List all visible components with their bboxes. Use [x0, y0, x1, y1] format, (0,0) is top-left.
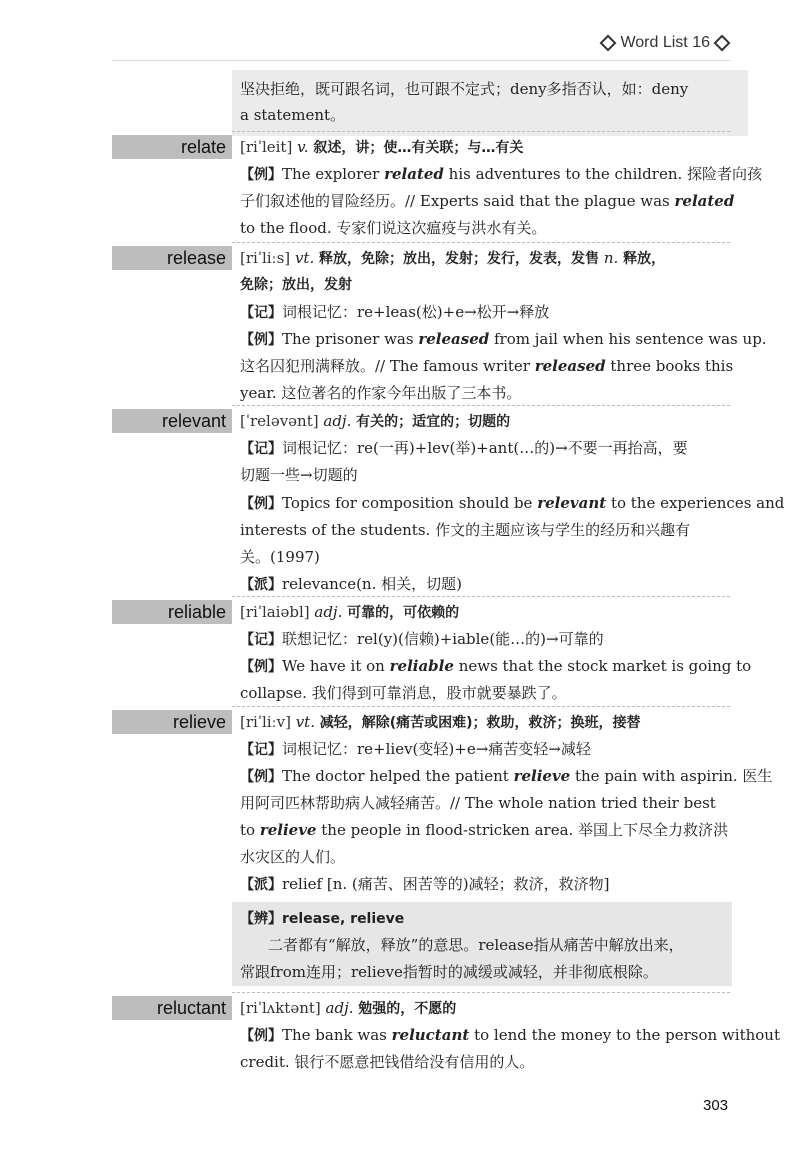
pronunciation: [riˈlaiəbl] — [240, 603, 310, 621]
distinguish-tag: 【辨】 — [240, 911, 282, 927]
entry-release-definition-2 — [240, 272, 730, 297]
pronunciation: [riˈliːs] — [240, 249, 291, 267]
divider — [232, 131, 730, 132]
example-keyword: related — [384, 165, 444, 183]
pronunciation: [riˈlʌktənt] — [240, 999, 321, 1017]
diamond-left-icon — [600, 35, 617, 52]
distinguish-title-line — [240, 906, 724, 931]
word-list-title: Word List 16 — [620, 34, 710, 51]
example-tag: 【例】 — [240, 659, 282, 675]
header-rule — [112, 60, 730, 61]
entry-release-definition — [240, 246, 730, 271]
senses: 可靠的，可依赖的 — [347, 605, 460, 621]
entry-reliable-example-2: collapse. 我们得到可靠消息，股市就要暴跌了。 — [240, 684, 567, 702]
headword-release: release — [112, 246, 232, 270]
continuation-line-1: 坚决拒绝，既可跟名词，也可跟不定式；deny多指否认，如：deny — [240, 80, 689, 98]
entry-reliable-example-1 — [240, 654, 752, 679]
diamond-right-icon — [714, 35, 731, 52]
senses: 释放， — [623, 251, 666, 267]
header-title-group — [602, 34, 728, 52]
entry-relevant-example-3: 关。(1997) — [240, 548, 320, 566]
example-text: 子们叙述他的冒险经历。// Experts said that the plague was — [240, 192, 675, 210]
example-text: The prisoner was — [282, 330, 419, 348]
part-of-speech: vt. — [295, 713, 315, 731]
memory-text: 词根记忆：re(一再)+lev(举)+ant(…的)→不要一再抬高，要 — [282, 439, 688, 457]
example-text: The bank was — [282, 1026, 392, 1044]
example-keyword: reluctant — [391, 1026, 470, 1044]
memory-text: 词根记忆：re+leas(松)+e→松开→释放 — [282, 303, 550, 321]
entry-release-example-3: year. 这位著名的作家今年出版了三本书。 — [240, 384, 522, 402]
derivative-text: relief [n. (痛苦、困苦等的)减轻；救济，救济物] — [282, 875, 610, 893]
continuation-line-2: a statement。 — [240, 106, 346, 124]
headword-relevant: relevant — [112, 409, 232, 433]
example-keyword: relieve — [259, 821, 317, 839]
pronunciation: [riˈliːv] — [240, 713, 291, 731]
example-tag: 【例】 — [240, 1028, 282, 1044]
derivative-tag: 【派】 — [240, 577, 282, 593]
example-text: to the experiences and — [606, 494, 785, 512]
divider — [232, 405, 730, 406]
headword-reluctant: reluctant — [112, 996, 232, 1020]
senses: 勉强的，不愿的 — [358, 1001, 457, 1017]
entry-reluctant-example-2: credit. 银行不愿意把钱借给没有信用的人。 — [240, 1053, 535, 1071]
entry-relevant-memory-2: 切题一些→切题的 — [240, 466, 358, 484]
part-of-speech: n. — [603, 249, 619, 267]
memory-text: 词根记忆：re+liev(变轻)+e→痛苦变轻→减轻 — [282, 740, 591, 758]
entry-relieve-example-2: 用阿司匹林帮助病人减轻痛苦。// The whole nation tried their best — [240, 794, 716, 812]
example-text: three books this — [605, 357, 734, 375]
entry-relieve-example-3 — [240, 818, 730, 842]
example-keyword: released — [534, 357, 606, 375]
memory-tag: 【记】 — [240, 441, 282, 457]
memory-tag: 【记】 — [240, 305, 282, 321]
entry-relevant-derivative — [240, 572, 730, 597]
example-text: The doctor helped the patient — [282, 767, 514, 785]
senses: 免除；放出，发射 — [240, 277, 352, 293]
example-tag: 【例】 — [240, 167, 282, 183]
example-text: his adventures to the children. 探险者向孩 — [443, 165, 763, 183]
entry-release-example-2 — [240, 354, 734, 378]
part-of-speech: adj. — [325, 999, 354, 1017]
entry-release-example-1 — [240, 327, 767, 352]
example-tag: 【例】 — [240, 769, 282, 785]
example-text: 这名囚犯刑满释放。// The famous writer — [240, 357, 535, 375]
entry-relevant-memory-1 — [240, 436, 730, 461]
entry-relieve-example-1 — [240, 764, 773, 789]
example-keyword: related — [674, 192, 735, 210]
headword-relate: relate — [112, 135, 232, 159]
memory-tag: 【记】 — [240, 632, 282, 648]
entry-relieve-derivative — [240, 872, 730, 897]
part-of-speech: adj. — [314, 603, 343, 621]
senses: 释放，免除；放出，发射；发行，发表，发售 — [319, 251, 604, 267]
divider — [232, 596, 730, 597]
divider — [232, 706, 730, 707]
page-header — [0, 28, 800, 58]
example-keyword: relieve — [513, 767, 571, 785]
example-tag: 【例】 — [240, 496, 282, 512]
headword-reliable: reliable — [112, 600, 232, 624]
senses: 有关的；适宜的；切题的 — [356, 414, 511, 430]
page-number: 303 — [703, 1097, 729, 1114]
memory-tag: 【记】 — [240, 742, 282, 758]
entry-reliable-definition — [240, 600, 730, 625]
pronunciation: [riˈleit] — [240, 138, 293, 156]
distinguish-line-2: 常跟from连用；relieve指暂时的减缓或减轻，并非彻底根除。 — [240, 963, 658, 981]
example-text: to lend the money to the person without — [469, 1026, 780, 1044]
example-text: We have it on — [282, 657, 390, 675]
entry-reliable-memory — [240, 627, 730, 652]
example-keyword: released — [418, 330, 490, 348]
memory-text: 联想记忆：rel(y)(信赖)+iable(能…的)→可靠的 — [282, 630, 604, 648]
example-text: The explorer — [282, 165, 385, 183]
example-keyword: reliable — [389, 657, 454, 675]
example-text: from jail when his sentence was up. — [489, 330, 767, 348]
entry-relate-example-2 — [240, 189, 735, 213]
entry-relieve-definition — [240, 710, 730, 735]
example-text: to — [240, 821, 260, 839]
entry-relate-definition — [240, 135, 730, 160]
entry-relevant-definition — [240, 409, 730, 434]
example-text: the pain with aspirin. 医生 — [570, 767, 773, 785]
example-text: Topics for composition should be — [282, 494, 538, 512]
divider — [232, 242, 730, 243]
example-tag: 【例】 — [240, 332, 282, 348]
entry-relevant-example-2: interests of the students. 作文的主题应该与学生的经历和兴趣有 — [240, 521, 691, 539]
senses: 叙述，讲；使…有关联；与…有关 — [313, 140, 524, 156]
distinguish-line-1: 二者都有“解放，释放”的意思。release指从痛苦中解放出来， — [268, 936, 684, 954]
entry-release-memory — [240, 300, 730, 325]
part-of-speech: adj. — [323, 412, 352, 430]
entry-relevant-example-1 — [240, 491, 785, 516]
example-keyword: relevant — [537, 494, 607, 512]
entry-relieve-memory — [240, 737, 730, 762]
part-of-speech: v. — [297, 138, 309, 156]
example-text: the people in flood-stricken area. 举国上下尽全力救济洪 — [316, 821, 729, 839]
distinguish-box — [232, 902, 732, 986]
entry-relieve-example-4: 水灾区的人们。 — [240, 848, 346, 866]
distinguish-title: release, relieve — [282, 911, 405, 927]
part-of-speech: vt. — [294, 249, 315, 267]
entry-relate-example-1 — [240, 162, 763, 187]
divider — [232, 992, 730, 993]
derivative-text: relevance(n. 相关，切题) — [282, 575, 462, 593]
derivative-tag: 【派】 — [240, 877, 282, 893]
entry-reluctant-definition — [240, 996, 730, 1021]
entry-reluctant-example-1 — [240, 1023, 780, 1048]
headword-relieve: relieve — [112, 710, 232, 734]
senses: 减轻，解除(痛苦或困难)；救助，救济；换班，接替 — [319, 715, 641, 731]
entry-relate-example-3: to the flood. 专家们说这次瘟疫与洪水有关。 — [240, 219, 547, 237]
pronunciation: [ˈreləvənt] — [240, 412, 319, 430]
example-text: news that the stock market is going to — [453, 657, 752, 675]
continuation-note — [232, 70, 748, 136]
